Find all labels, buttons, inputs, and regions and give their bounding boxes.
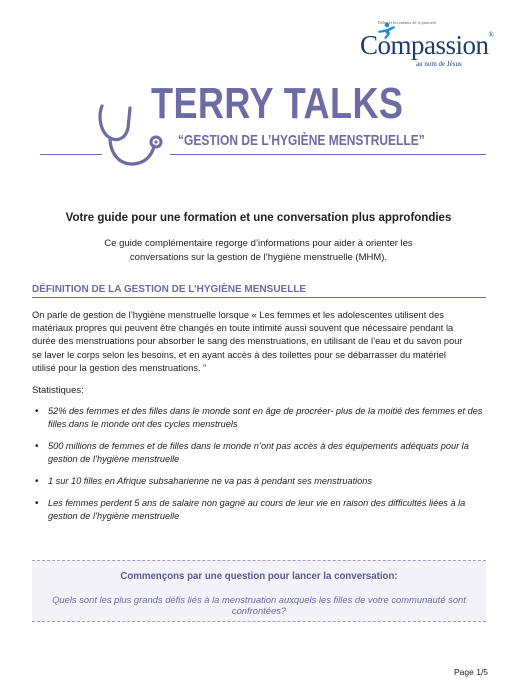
header-divider-right <box>170 154 486 155</box>
stat-text: 500 millions de femmes et de filles dans le monde n’ont pas accès à des équipements adéquats pour la gestion de l’hygiène menstruelle <box>48 441 469 464</box>
list-item <box>32 475 486 488</box>
stat-text: 52% des femmes et des filles dans le monde sont en âge de procréer- plus de la moitié des femmes et des filles dans le monde ont des cycles menstruels <box>48 406 483 429</box>
list-item <box>32 440 486 466</box>
page-title: TERRY TALKS <box>151 79 404 128</box>
stats-label: Statistiques: <box>32 385 84 396</box>
logo-name-text: Compassion <box>360 30 489 60</box>
page-number: Page 1/5 <box>454 667 489 677</box>
page-subtitle: “GESTION DE L’HYGIÈNE MENSTRUELLE” <box>178 132 425 149</box>
stat-text: Les femmes perdent 5 ans de salaire non gagné au cours de leur vie en raison des difficultés liées à la gestion de l’hygiène menstruelle <box>48 498 466 521</box>
bullet-icon: • <box>35 406 39 417</box>
bullet-icon: • <box>35 498 39 509</box>
compassion-logo <box>356 16 494 76</box>
logo-subline: au nom de Jésus <box>416 60 462 68</box>
list-item <box>32 497 486 523</box>
callout-question: Quels sont les plus grands défis liés à la menstruation auxquels les filles de votre communauté sont confrontées? <box>52 594 466 616</box>
logo-tagline: Délivrer les enfants de la pauvreté <box>378 20 437 25</box>
logo-name <box>360 32 493 59</box>
bullet-icon: • <box>35 441 39 452</box>
definition-divider <box>32 297 486 298</box>
logo-registered-mark: ® <box>488 31 494 39</box>
header-divider-left <box>40 154 102 155</box>
conversation-callout <box>32 560 486 622</box>
guide-heading: Votre guide pour une formation et une conversation plus approfondies <box>65 212 452 224</box>
definition-heading: DÉFINITION DE LA GESTION DE L’HYGIÈNE MENSUELLE <box>32 284 307 295</box>
callout-heading: Commençons par une question pour lancer la conversation: <box>120 571 398 582</box>
stats-list <box>32 405 486 532</box>
guide-intro: Ce guide complémentaire regorge d’informations pour aider à orienter les conversations sur la gestion de l’hygiène menstruelle (MHM). <box>104 238 413 263</box>
definition-text: On parle de gestion de l’hygiène menstruelle lorsque « Les femmes et les adolescentes utilisent des matériaux propres qui peuvent être changés en toute intimité aussi souvent que nécessaire pendant la durée des menstruations pour absorber le sang des menstruations, en utilisant de l’eau et du savon pour se laver le corps selon les besoins, et en ayant accès à des toilettes pour se débarrasser du matériel utilisé pour la gestion des menstruations. ” <box>32 310 463 373</box>
bullet-icon: • <box>35 476 39 487</box>
list-item <box>32 405 486 431</box>
stat-text: 1 sur 10 filles en Afrique subsaharienne ne va pas à pendant ses menstruations <box>48 476 372 486</box>
